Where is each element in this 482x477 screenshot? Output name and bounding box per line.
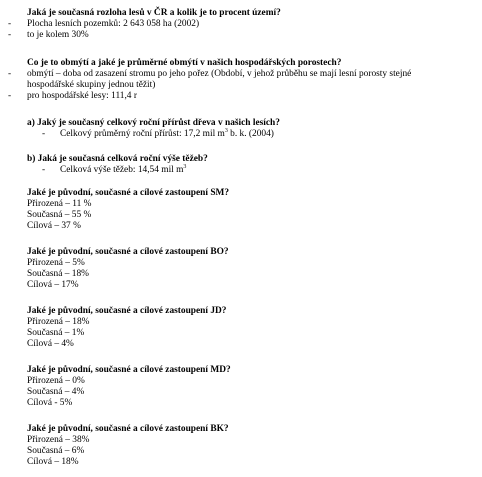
answer-text: Celkový průměrný roční přírůst: 17,2 mil m	[60, 129, 225, 139]
section-species-sm	[0, 188, 482, 232]
species-current: Současná – 6%	[27, 446, 85, 456]
species-target: Cílová – 18%	[27, 457, 79, 467]
section-species-bk	[0, 424, 482, 468]
answer-line	[0, 91, 482, 102]
answer-text: to je kolem 30%	[27, 30, 89, 40]
dash: -	[42, 165, 46, 175]
superscript: 3	[224, 127, 228, 134]
dash: -	[8, 69, 12, 79]
answer-line	[0, 129, 482, 140]
superscript: 3	[183, 163, 187, 170]
species-current: Současná – 4%	[27, 387, 85, 397]
species-current: Současná – 1%	[27, 328, 85, 338]
section-forest-area	[0, 8, 482, 41]
answer-line	[0, 69, 482, 91]
section-species-jd	[0, 306, 482, 350]
answer-text: obmýtí – doba od zasazení stromu po jeho pořez (Období, v jehož průběhu se mají lesní porosty stejné hospodářské skupiny jednou těžit)	[27, 69, 412, 90]
answer-text: Celková výše těžeb: 14,54 mil m	[60, 165, 184, 175]
species-natural: Přirozená – 38%	[27, 435, 90, 445]
species-question: Jaké je původní, současné a cílové zastoupení SM?	[27, 188, 230, 198]
section-rotation	[0, 58, 482, 102]
section-species-md	[0, 365, 482, 409]
species-question: Jaké je původní, současné a cílové zastoupení BK?	[27, 424, 229, 434]
species-current: Současná – 18%	[27, 269, 89, 279]
question-rotation: Co je to obmýtí a jaké je průměrné obmýtí v našich hospodářských porostech?	[27, 58, 342, 68]
species-natural: Přirozená – 18%	[27, 317, 90, 327]
dash: -	[8, 30, 12, 40]
answer-line	[0, 19, 482, 30]
answer-text-tail: b. k. (2004)	[227, 129, 274, 139]
species-question: Jaké je původní, současné a cílové zastoupení MD?	[27, 365, 231, 375]
species-natural: Přirozená – 0%	[27, 376, 85, 386]
species-target: Cílová - 5%	[27, 398, 73, 408]
species-question: Jaké je původní, současné a cílové zastoupení BO?	[27, 247, 229, 257]
answer-line	[0, 30, 482, 41]
species-question: Jaké je původní, současné a cílové zastoupení JD?	[27, 306, 227, 316]
answer-text: Plocha lesních pozemků: 2 643 058 ha (2002)	[27, 19, 200, 29]
section-species-bo	[0, 247, 482, 291]
question-increment: a) Jaký je současný celkový roční přírůst dřeva v našich lesích?	[27, 118, 280, 128]
dash: -	[8, 19, 12, 29]
species-target: Cílová – 17%	[27, 280, 79, 290]
answer-line	[0, 165, 482, 176]
species-natural: Přirozená – 11 %	[27, 199, 92, 209]
species-natural: Přirozená – 5%	[27, 258, 85, 268]
question-forest-area: Jaká je současná rozloha lesů v ČR a kolik je to procent území?	[27, 8, 281, 18]
dash: -	[8, 91, 12, 101]
answer-text: pro hospodářské lesy: 111,4 r	[27, 91, 137, 101]
species-target: Cílová – 4%	[27, 339, 74, 349]
species-target: Cílová – 37 %	[27, 221, 81, 231]
dash: -	[42, 129, 46, 139]
species-current: Současná – 55 %	[27, 210, 92, 220]
section-harvest	[0, 154, 482, 176]
section-increment	[0, 118, 482, 140]
question-harvest: b) Jaká je současná celková roční výše těžeb?	[27, 154, 208, 164]
